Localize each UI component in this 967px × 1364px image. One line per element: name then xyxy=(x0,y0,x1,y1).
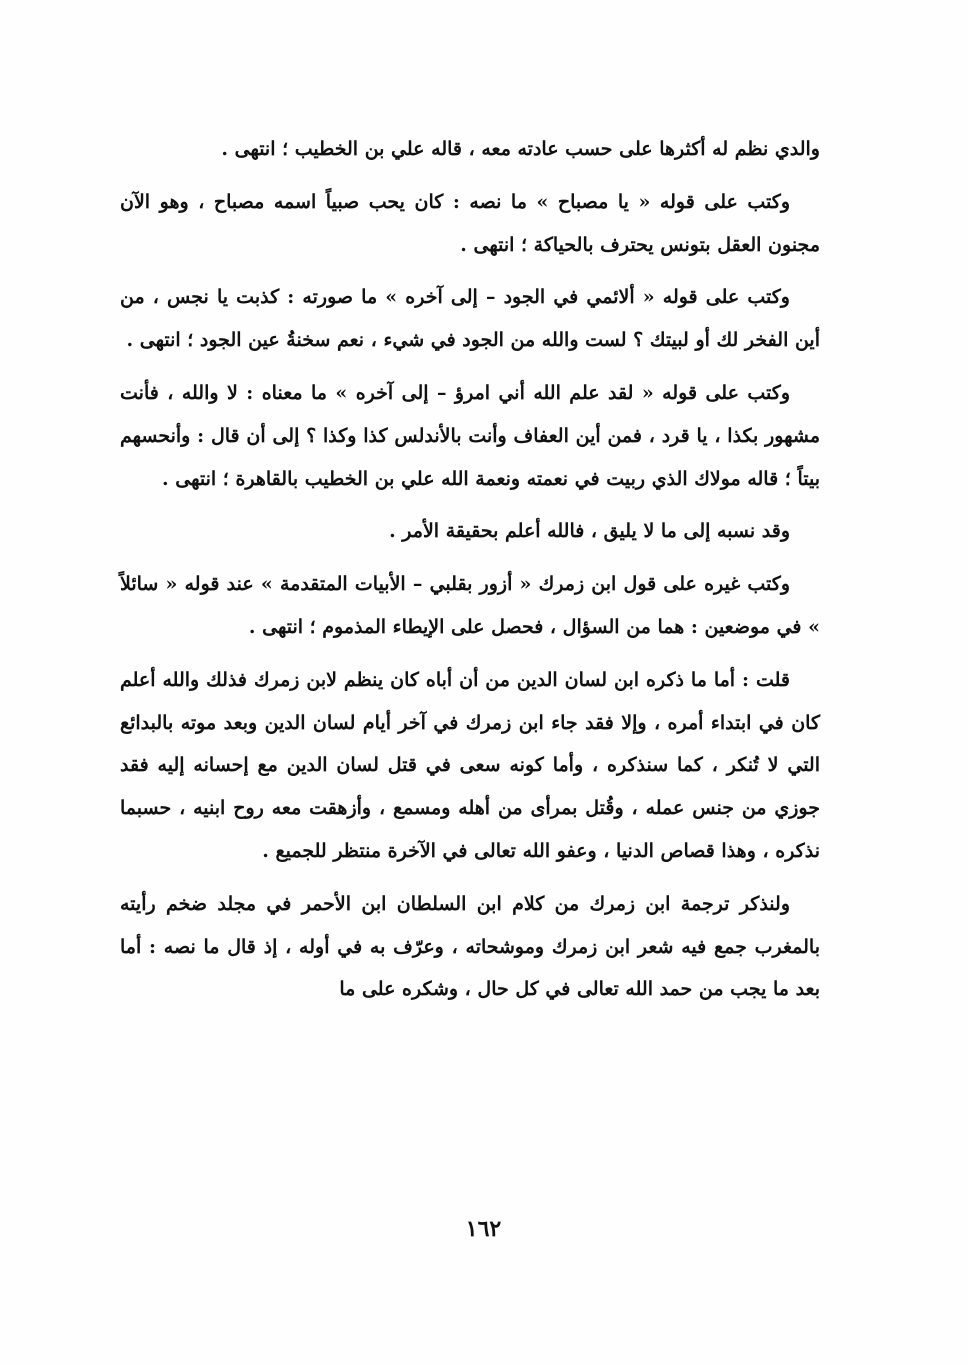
paragraph: وكتب على قوله « ألائمي في الجود – إلى آخره » ما صورته : كذبت يا نجس ، من أين الفخر لك أو لبيتك ؟ لست والله من الجود في شيء ، نعم سخنةُ عين الجود ؛ انتهى . xyxy=(120,286,820,352)
paragraph: والدي نظم له أكثرها على حسب عادته معه ، قاله علي بن الخطيب ؛ انتهى . xyxy=(221,138,820,160)
paragraph: وكتب على قوله « يا مصباح » ما نصه : كان يحب صبياً اسمه مصباح ، وهو الآن مجنون العقل بتونس يحترف بالحياكة ؛ انتهى . xyxy=(120,190,820,256)
paragraph: ولنذكر ترجمة ابن زمرك من كلام ابن السلطان ابن الأحمر في مجلد ضخم رأيته بالمغرب جمع فيه شعر ابن زمرك وموشحاته ، وعرّف به في أوله ، إذ قال ما نصه : أما بعد ما يجب من حمد الله تعالى في كل حال ، وشكره على ما xyxy=(120,892,820,1001)
body-text xyxy=(120,128,820,1021)
paragraph: وكتب غيره على قول ابن زمرك « أزور بقلبي – الأبيات المتقدمة » عند قوله « سائلاً » في موضعين : هما من السؤال ، فحصل على الإيطاء المذموم ؛ انتهى . xyxy=(120,573,820,638)
paragraph: وقد نسبه إلى ما لا يليق ، فالله أعلم بحقيقة الأمر . xyxy=(389,520,790,543)
paragraph: وكتب على قوله « لقد علم الله أني امرؤ – إلى آخره » ما معناه : لا والله ، فأنت مشهور بكذا ، يا قرد ، فمن أين العفاف وأنت بالأندلس كذا وكذا ؟ إلى أن قال : وأنحسهم بيتاً ؛ قاله مولاك الذي ربيت في نعمته ونعمة الله علي بن الخطيب بالقاهرة ؛ انتهى . xyxy=(120,381,820,490)
page-number: ١٦٢ xyxy=(465,1216,502,1242)
paragraph: قلت : أما ما ذكره ابن لسان الدين من أن أباه كان ينظم لابن زمرك فذلك والله أعلم كان في ابتداء أمره ، وإلا فقد جاء ابن زمرك في آخر أيام لسان الدين وبعد موته بالبدائع التي لا تُنكر ، كما سنذكره ، وأما كونه سعى في قتل لسان الدين مع إحسانه إليه فقد جوزي من جنس عمله ، وقُتل بمرأى من أهله ومسمع ، وأزهقت معه روح ابنيه ، حسبما نذكره ، وهذا قصاص الدنيا ، وعفو الله تعالى في الآخرة منتظر للجميع . xyxy=(120,668,820,862)
